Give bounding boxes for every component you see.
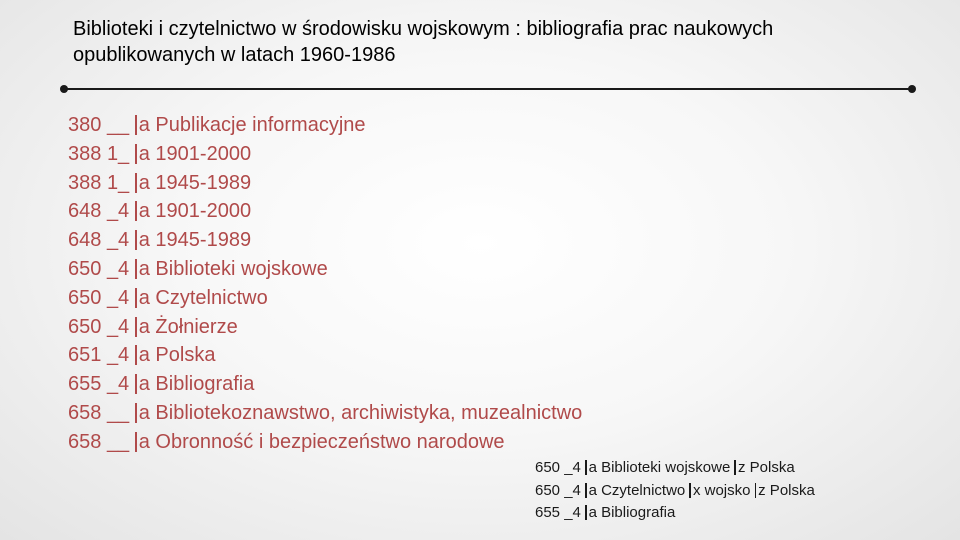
subfield-value: a 1901-2000 <box>138 142 252 165</box>
marc-field-row <box>68 197 582 226</box>
marc-field-row <box>68 111 582 140</box>
marc-indicators: 1_ <box>106 142 130 165</box>
marc-tag: 380 <box>68 114 102 136</box>
marc-tag: 648 <box>68 200 102 223</box>
page-title: Biblioteki i czytelnictwo w środowisku wojskowym : bibliografia prac naukowych opublikowanych w latach 1960-1986 <box>73 18 774 66</box>
subfield-value: a Publikacje informacyjne <box>138 114 366 136</box>
subfield-delimiter <box>135 144 137 164</box>
marc-indicators: 1_ <box>106 171 130 194</box>
marc-field-row <box>68 284 582 313</box>
marc-tag: 658 <box>68 430 102 453</box>
divider-right-dot <box>908 85 916 93</box>
marc-field-row <box>68 226 582 255</box>
marc-tag: 388 <box>68 171 102 194</box>
marc-field-row <box>68 399 582 428</box>
subfield-delimiter <box>135 230 137 250</box>
subfield-value: a 1945-1989 <box>138 229 252 252</box>
marc-tag: 650 <box>535 459 561 476</box>
marc-indicators: _4 <box>564 459 581 476</box>
subfield-delimiter <box>135 403 137 423</box>
subfield-value: z Polska <box>737 459 795 476</box>
marc-tag: 655 <box>535 504 561 521</box>
subfield-value: a Biblioteki wojskowe <box>138 257 328 280</box>
subfield-delimiter <box>689 483 691 498</box>
subfield-value: a Bibliotekoznawstwo, archiwistyka, muzealnictwo <box>138 401 583 424</box>
marc-indicators: __ <box>106 430 130 453</box>
marc-indicators: _4 <box>106 200 130 223</box>
subfield-delimiter <box>135 317 137 337</box>
subfield-value: x wojsko <box>692 481 751 499</box>
subfield-value: a Żołnierze <box>138 315 238 338</box>
combined-heading-row <box>535 480 815 503</box>
subfield-value: a Czytelnictwo <box>138 286 268 309</box>
marc-indicators: _4 <box>106 229 130 252</box>
marc-tag: 655 <box>68 373 102 396</box>
subfield-delimiter <box>755 483 757 498</box>
subfield-delimiter <box>135 201 137 221</box>
subfield-value: a Bibliografia <box>138 373 255 396</box>
marc-tag: 651 <box>68 344 102 367</box>
subfield-delimiter <box>135 173 137 193</box>
combined-heading-row <box>535 457 815 480</box>
marc-field-row <box>68 313 582 342</box>
divider-line <box>64 88 912 90</box>
marc-field-list <box>68 111 582 457</box>
marc-field-row <box>68 370 582 399</box>
marc-indicators: _4 <box>106 257 130 280</box>
marc-tag: 658 <box>68 401 102 424</box>
marc-indicators: _4 <box>106 286 130 309</box>
marc-indicators: _4 <box>564 481 581 499</box>
subfield-delimiter <box>585 505 587 520</box>
marc-indicators: _4 <box>106 373 130 396</box>
marc-tag: 650 <box>68 257 102 280</box>
subfield-delimiter <box>135 288 137 308</box>
subfield-value: a Bibliografia <box>588 504 676 521</box>
subfield-delimiter <box>135 432 137 452</box>
subfield-delimiter <box>585 483 587 498</box>
subfield-delimiter <box>734 460 736 475</box>
combined-heading-list <box>535 457 815 525</box>
marc-indicators: _4 <box>106 344 130 367</box>
marc-field-row <box>68 428 582 457</box>
combined-heading-row <box>535 502 815 525</box>
subfield-delimiter <box>135 115 137 135</box>
subfield-value: a Biblioteki wojskowe <box>588 459 731 476</box>
marc-field-row <box>68 140 582 169</box>
subfield-delimiter <box>135 374 137 394</box>
marc-tag: 650 <box>68 315 102 338</box>
marc-indicators: __ <box>106 401 130 424</box>
subfield-delimiter <box>135 345 137 365</box>
subfield-value: z Polska <box>758 481 815 499</box>
marc-tag: 648 <box>68 229 102 252</box>
title-divider <box>60 86 916 92</box>
marc-field-row <box>68 341 582 370</box>
subfield-value: a Czytelnictwo <box>588 481 686 499</box>
subfield-delimiter <box>135 259 137 279</box>
marc-indicators: _4 <box>106 315 130 338</box>
marc-field-row <box>68 169 582 198</box>
marc-indicators: _4 <box>564 504 581 521</box>
marc-tag: 650 <box>535 481 561 499</box>
subfield-value: a 1945-1989 <box>138 171 252 194</box>
marc-indicators: __ <box>106 114 130 136</box>
subfield-value: a Obronność i bezpieczeństwo narodowe <box>138 430 505 453</box>
subfield-value: a Polska <box>138 344 216 367</box>
marc-tag: 650 <box>68 286 102 309</box>
subfield-delimiter <box>585 460 587 475</box>
subfield-value: a 1901-2000 <box>138 200 252 223</box>
marc-tag: 388 <box>68 142 102 165</box>
marc-field-row <box>68 255 582 284</box>
